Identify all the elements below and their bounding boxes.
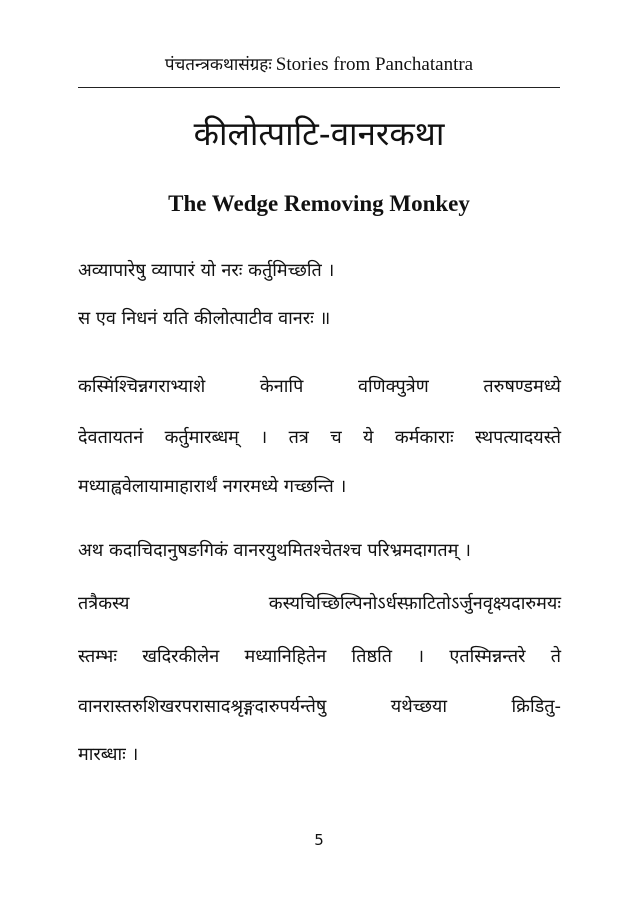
paragraph-1-line-1: कस्मिंश्चिन्नगराभ्याशे केनापि वणिक्पुत्रेण तरुषण्डमध्ये <box>78 376 561 397</box>
page-number: 5 <box>314 831 324 849</box>
paragraph-1-line-3: मध्याह्ववेलायामाहारार्थं नगरमध्ये गच्छन्ति । <box>78 476 347 497</box>
story-subtitle: The Wedge Removing Monkey <box>168 191 470 216</box>
paragraph-2-line-1: अथ कदाचिदानुषङगिकं वानरयुथमितश्चेतश्च परिभ्रमदागतम् । <box>78 540 471 561</box>
header-devanagari-title: पंचतन्त्रकथासंग्रहः <box>164 55 272 75</box>
paragraph-2-line-3: स्तम्भः खदिरकीलेन मध्यानिहितेन तिष्ठति । एतस्मिन्नन्तरे ते <box>78 646 561 667</box>
paragraph-2-line-4: वानरास्तरुशिखरपरासादश्रृङ्गदारुपर्यन्तेषु यथेच्छया क्रिडितु- <box>78 696 561 717</box>
verse-line-2: स एव निधनं यति कीलोत्पाटीव वानरः ॥ <box>78 308 331 329</box>
paragraph-2-line-5: मारब्धाः । <box>78 744 139 765</box>
verse-line-1: अव्यापारेषु व्यापारं यो नरः कर्तुमिच्छति । <box>78 260 335 281</box>
story-title: कीलोत्पाटि-वानरकथा <box>193 114 445 153</box>
running-header <box>78 52 560 88</box>
paragraph-1-line-2: देवतायतनं कर्तुमारब्धम् । तत्र च ये कर्मकाराः स्थपत्यादयस्ते <box>78 427 561 448</box>
paragraph-2-line-2: तत्रैकस्य कस्यचिच्छिल्पिनोऽर्धस्फ़ाटितोऽर्जुनवृक्ष्यदारुमयः <box>78 593 561 614</box>
header-english-title: Stories from Panchatantra <box>275 54 474 75</box>
